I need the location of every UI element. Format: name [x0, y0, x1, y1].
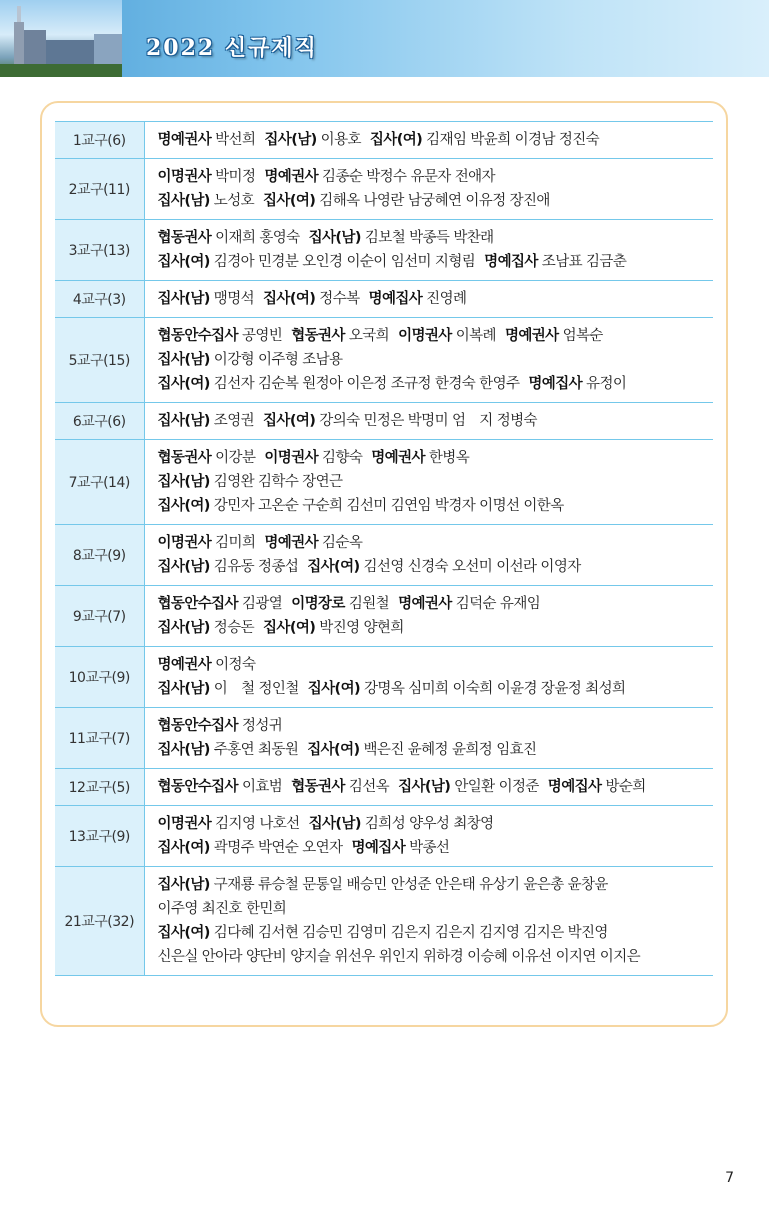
- appointee-names: 김영완 김학수 장연근: [213, 474, 343, 490]
- appointee-group: [548, 779, 646, 795]
- appointee-group: [263, 193, 550, 209]
- appointee-names: 김지영 나호선: [215, 816, 300, 832]
- office-title: 집사(남): [157, 681, 210, 697]
- office-title: 명예집사: [547, 779, 602, 795]
- appointee-group: [158, 328, 283, 344]
- office-title: 명예권사: [371, 450, 425, 466]
- office-title: 명예권사: [264, 169, 319, 185]
- appointee-line: [158, 128, 714, 152]
- appointee-names: 강명옥 심미희 이숙희 이윤경 장윤정 최성희: [364, 681, 626, 697]
- district-label: 6교구(6): [55, 403, 144, 440]
- appointee-names: 구재룡 류승철 문통일 배승민 안성준 안은태 유상기 윤은총 윤창윤: [213, 877, 608, 893]
- appointee-line: [158, 165, 714, 189]
- appointee-group: [158, 620, 255, 636]
- appointee-group: [309, 230, 494, 246]
- appointee-group: [158, 474, 343, 490]
- district-label: 5교구(15): [55, 318, 144, 403]
- appointee-group: [158, 657, 256, 673]
- appointee-cell: [144, 647, 713, 708]
- office-title: 집사(여): [307, 742, 360, 758]
- office-title: 협동권사: [157, 450, 212, 466]
- office-title: 집사(여): [157, 254, 210, 270]
- office-title: 집사(남): [398, 779, 451, 795]
- office-title: 집사(남): [157, 291, 210, 307]
- appointee-line: [158, 812, 714, 836]
- appointee-group: [398, 596, 540, 612]
- appointee-line: [158, 616, 714, 640]
- appointee-names: 공영빈: [241, 328, 283, 344]
- appointee-group: [158, 681, 299, 697]
- office-title: 집사(여): [307, 559, 360, 575]
- appointee-cell: [144, 586, 713, 647]
- appointee-names: 정수복: [319, 291, 360, 307]
- office-title: 명예권사: [157, 132, 212, 148]
- district-label: 12교구(5): [55, 769, 144, 806]
- appointee-group: [158, 376, 520, 392]
- appointee-names: 김유동 정종섭: [213, 559, 299, 575]
- office-title: 집사(남): [157, 559, 210, 575]
- appointee-group: [158, 877, 608, 893]
- office-title: 명예집사: [368, 291, 423, 307]
- office-title: 집사(여): [157, 840, 210, 856]
- appointee-line: [158, 324, 714, 348]
- office-title: 협동권사: [291, 328, 345, 344]
- appointee-cell: [144, 769, 713, 806]
- appointee-names: 이주영 최진호 한민희: [157, 901, 287, 917]
- appointee-line: [158, 494, 714, 518]
- appointee-names: 김향숙: [322, 450, 363, 466]
- appointee-group: [264, 535, 362, 551]
- appointee-names: 이정숙: [215, 657, 256, 673]
- office-title: 협동안수집사: [157, 718, 238, 734]
- appointee-group: [158, 718, 283, 734]
- appointee-group: [309, 816, 494, 832]
- office-title: 협동안수집사: [157, 779, 238, 795]
- office-title: 협동안수집사: [157, 596, 238, 612]
- office-title: 협동권사: [157, 230, 212, 246]
- appointee-line: [158, 189, 714, 213]
- office-title: 명예권사: [264, 535, 319, 551]
- appointee-group: [158, 559, 299, 575]
- roster-row: [55, 159, 713, 220]
- appointee-cell: [144, 867, 713, 976]
- appointee-line: [158, 531, 714, 555]
- appointee-names: 한병옥: [428, 450, 470, 466]
- office-title: 협동안수집사: [157, 328, 238, 344]
- appointee-line: [158, 555, 714, 579]
- appointee-group: [528, 376, 626, 392]
- office-title: 집사(남): [157, 742, 210, 758]
- appointee-names: 조영권: [213, 413, 255, 429]
- appointee-group: [158, 193, 255, 209]
- appointee-cell: [144, 220, 713, 281]
- appointee-cell: [144, 159, 713, 220]
- page-title: 2022 신규제직: [146, 35, 318, 61]
- office-title: 집사(남): [157, 877, 210, 893]
- appointee-group: [484, 254, 626, 270]
- office-title: 이명권사: [398, 328, 452, 344]
- appointee-names: 이재희 홍영숙: [215, 230, 300, 246]
- appointee-names: 박종선: [409, 840, 450, 856]
- appointee-names: 진영례: [426, 291, 467, 307]
- appointee-group: [307, 742, 536, 758]
- appointee-names: 김순옥: [322, 535, 363, 551]
- office-title: 집사(여): [263, 193, 316, 209]
- appointee-names: 강의숙 민정은 박명미 엄 지 정병숙: [319, 413, 537, 429]
- appointee-names: 이용호: [320, 132, 361, 148]
- roster-row: [55, 806, 713, 867]
- appointee-group: [158, 413, 255, 429]
- appointee-cell: [144, 806, 713, 867]
- appointee-group: [158, 901, 287, 917]
- appointee-line: [158, 945, 714, 969]
- appointee-group: [398, 779, 539, 795]
- appointee-names: 김선영 신경숙 오선미 이선라 이영자: [363, 559, 581, 575]
- appointee-names: 이복례: [455, 328, 496, 344]
- office-title: 명예권사: [504, 328, 559, 344]
- office-title: 이명권사: [157, 816, 212, 832]
- appointee-names: 엄복순: [562, 328, 603, 344]
- appointee-line: [158, 409, 714, 433]
- appointee-group: [158, 352, 343, 368]
- office-title: 명예집사: [484, 254, 538, 270]
- appointee-names: 이효범: [241, 779, 283, 795]
- appointee-line: [158, 470, 714, 494]
- appointee-group: [158, 230, 300, 246]
- office-title: 집사(여): [369, 132, 423, 148]
- appointee-line: [158, 446, 714, 470]
- appointee-group: [158, 742, 299, 758]
- office-title: 집사(남): [157, 474, 210, 490]
- appointee-group: [369, 291, 467, 307]
- appointee-line: [158, 348, 714, 372]
- roster-row: [55, 867, 713, 976]
- appointee-group: [158, 816, 300, 832]
- office-title: 집사(여): [307, 681, 361, 697]
- appointee-names: 김보철 박종득 박찬래: [364, 230, 494, 246]
- office-title: 집사(여): [263, 413, 316, 429]
- office-title: 명예집사: [351, 840, 406, 856]
- roster-row: [55, 525, 713, 586]
- appointee-names: 김희성 양우성 최창영: [364, 816, 494, 832]
- appointee-group: [351, 840, 449, 856]
- appointee-group: [505, 328, 603, 344]
- roster-row: [55, 440, 713, 525]
- appointee-names: 김미희: [215, 535, 256, 551]
- appointee-group: [291, 779, 389, 795]
- office-title: 집사(여): [263, 620, 316, 636]
- appointee-group: [158, 596, 283, 612]
- appointee-line: [158, 226, 714, 250]
- appointee-names: 김원철: [348, 596, 390, 612]
- office-title: 집사(남): [157, 193, 210, 209]
- appointee-group: [398, 328, 496, 344]
- roster-row: [55, 586, 713, 647]
- appointee-line: [158, 836, 714, 860]
- appointee-names: 안일환 이정준: [454, 779, 539, 795]
- roster-row: [55, 318, 713, 403]
- appointee-names: 박진영 양현희: [319, 620, 404, 636]
- appointee-names: 유정이: [586, 376, 627, 392]
- roster-row: [55, 647, 713, 708]
- office-title: 명예권사: [157, 657, 212, 673]
- appointee-names: 맹명석: [213, 291, 255, 307]
- appointee-names: 김해옥 나영란 남궁혜연 이유정 장진애: [319, 193, 550, 209]
- appointee-group: [158, 498, 564, 514]
- appointee-group: [263, 620, 404, 636]
- appointee-names: 이강분: [215, 450, 256, 466]
- appointee-group: [264, 450, 362, 466]
- appointee-names: 박미정: [215, 169, 256, 185]
- appointee-names: 방순희: [605, 779, 646, 795]
- office-title: 집사(여): [263, 291, 316, 307]
- appointee-group: [291, 328, 389, 344]
- appointee-line: [158, 714, 714, 738]
- office-title: 이명권사: [157, 535, 212, 551]
- appointee-group: [307, 559, 580, 575]
- appointee-names: 신은실 안아라 양단비 양지슬 위선우 위인지 위하경 이승혜 이유선 이지연 이지은: [157, 949, 641, 965]
- page-header: [0, 0, 769, 77]
- appointee-group: [158, 291, 255, 307]
- appointee-names: 김경아 민경분 오인경 이순이 임선미 지형림: [213, 254, 476, 270]
- appointee-group: [158, 949, 641, 965]
- office-title: 집사(남): [157, 620, 210, 636]
- appointee-line: [158, 921, 714, 945]
- office-title: 집사(여): [157, 498, 210, 514]
- appointee-names: 노성호: [213, 193, 255, 209]
- appointee-group: [263, 291, 360, 307]
- appointee-line: [158, 592, 714, 616]
- district-label: 10교구(9): [55, 647, 144, 708]
- appointee-group: [158, 254, 476, 270]
- appointee-group: [291, 596, 389, 612]
- appointee-line: [158, 372, 714, 396]
- page-number: 7: [725, 1170, 734, 1186]
- roster-row: [55, 708, 713, 769]
- office-title: 집사(남): [308, 230, 361, 246]
- roster-row: [55, 769, 713, 806]
- appointee-cell: [144, 440, 713, 525]
- appointee-cell: [144, 403, 713, 440]
- appointment-roster-table: [55, 121, 713, 976]
- appointee-line: [158, 287, 714, 311]
- appointee-group: [371, 450, 469, 466]
- appointee-line: [158, 250, 714, 274]
- appointee-names: 김광열: [241, 596, 283, 612]
- appointee-line: [158, 653, 714, 677]
- roster-body: [55, 122, 713, 976]
- office-title: 집사(남): [157, 352, 210, 368]
- church-building-photo: [0, 0, 122, 77]
- appointee-cell: [144, 122, 713, 159]
- district-label: 11교구(7): [55, 708, 144, 769]
- appointee-names: 김선자 김순복 원정아 이은정 조규정 한경숙 한영주: [213, 376, 520, 392]
- appointee-group: [370, 132, 599, 148]
- appointee-group: [158, 840, 343, 856]
- office-title: 명예집사: [528, 376, 583, 392]
- office-title: 명예권사: [398, 596, 452, 612]
- trees-shape: [0, 64, 122, 77]
- appointee-names: 박선희: [215, 132, 256, 148]
- roster-row: [55, 281, 713, 318]
- appointee-cell: [144, 318, 713, 403]
- appointee-names: 조남표 김금춘: [541, 254, 627, 270]
- appointee-line: [158, 775, 714, 799]
- appointee-group: [158, 925, 608, 941]
- district-label: 13교구(9): [55, 806, 144, 867]
- appointee-line: [158, 738, 714, 762]
- appointee-group: [158, 535, 256, 551]
- appointee-names: 정승돈: [213, 620, 255, 636]
- district-label: 1교구(6): [55, 122, 144, 159]
- appointee-names: 김재임 박윤희 이경남 정진숙: [426, 132, 600, 148]
- district-label: 4교구(3): [55, 281, 144, 318]
- office-title: 집사(남): [308, 816, 361, 832]
- district-label: 9교구(7): [55, 586, 144, 647]
- office-title: 이명권사: [157, 169, 212, 185]
- district-label: 2교구(11): [55, 159, 144, 220]
- office-title: 이명장로: [291, 596, 345, 612]
- office-title: 협동권사: [291, 779, 345, 795]
- appointee-cell: [144, 708, 713, 769]
- appointee-names: 김다혜 김서현 김승민 김영미 김은지 김은지 김지영 김지은 박진영: [213, 925, 608, 941]
- office-title: 집사(남): [157, 413, 210, 429]
- office-title: 집사(여): [157, 925, 210, 941]
- office-title: 집사(여): [157, 376, 210, 392]
- appointee-cell: [144, 525, 713, 586]
- appointee-group: [158, 779, 283, 795]
- appointee-names: 정성귀: [241, 718, 283, 734]
- roster-row: [55, 220, 713, 281]
- appointee-names: 주홍연 최동원: [213, 742, 299, 758]
- appointee-group: [264, 169, 495, 185]
- appointee-line: [158, 897, 714, 921]
- appointee-names: 김선옥: [348, 779, 390, 795]
- office-title: 이명권사: [264, 450, 319, 466]
- appointee-line: [158, 873, 714, 897]
- roster-row: [55, 403, 713, 440]
- appointee-cell: [144, 281, 713, 318]
- appointee-group: [158, 132, 256, 148]
- appointee-names: 이 철 정인철: [213, 681, 299, 697]
- appointee-group: [264, 132, 361, 148]
- appointee-line: [158, 677, 714, 701]
- appointee-names: 백은진 윤혜정 윤희정 임효진: [363, 742, 537, 758]
- district-label: 3교구(13): [55, 220, 144, 281]
- district-label: 21교구(32): [55, 867, 144, 976]
- district-label: 7교구(14): [55, 440, 144, 525]
- appointee-group: [158, 169, 256, 185]
- appointee-names: 이강형 이주형 조남용: [213, 352, 343, 368]
- appointee-group: [308, 681, 626, 697]
- roster-row: [55, 122, 713, 159]
- appointee-names: 김종순 박정수 유문자 전애자: [322, 169, 495, 185]
- office-title: 집사(남): [264, 132, 317, 148]
- appointee-names: 곽명주 박연순 오연자: [213, 840, 343, 856]
- appointee-names: 김덕순 유재임: [455, 596, 541, 612]
- appointee-group: [263, 413, 537, 429]
- appointee-names: 강민자 고온순 구순희 김선미 김연임 박경자 이명선 이한옥: [213, 498, 564, 514]
- appointee-names: 오국희: [348, 328, 390, 344]
- appointee-group: [158, 450, 256, 466]
- district-label: 8교구(9): [55, 525, 144, 586]
